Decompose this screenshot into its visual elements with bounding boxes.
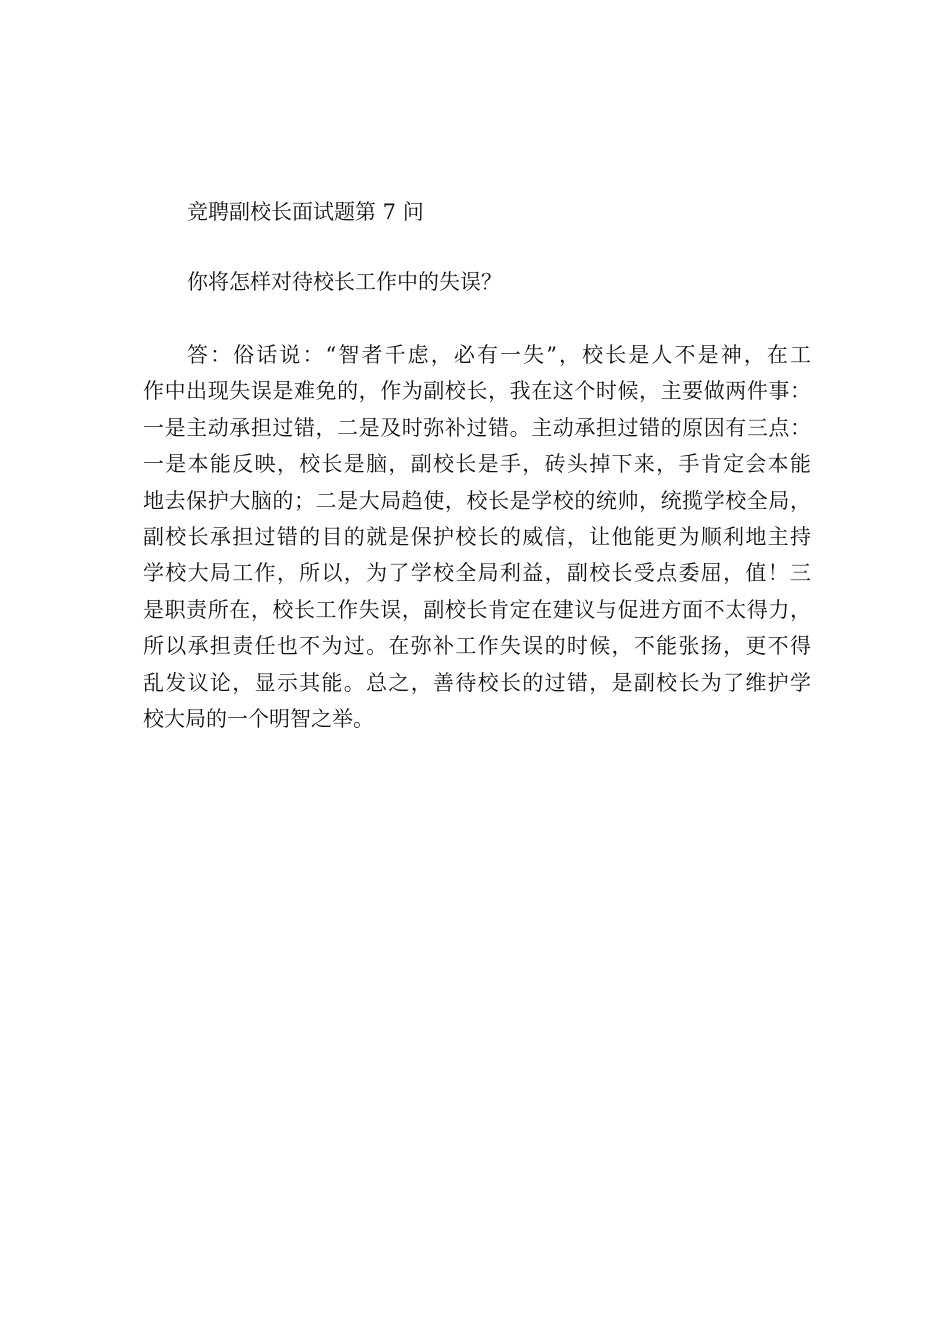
answer-line: 学校大局工作，所以，为了学校全局利益，副校长受点委屈，值！三 xyxy=(143,561,811,586)
answer-line: 是职责所在，校长工作失误，副校长肯定在建议与促进方面不太得力， xyxy=(143,597,811,622)
answer-paragraph xyxy=(143,337,811,737)
answer-line: 副校长承担过错的目的就是保护校长的威信，让他能更为顺利地主持 xyxy=(143,525,811,550)
answer-line: 所以承担责任也不为过。在弥补工作失误的时候，不能张扬，更不得 xyxy=(143,634,811,659)
document-title: 竞聘副校长面试题第 7 问 xyxy=(187,200,424,224)
answer-line: 地去保护大脑的；二是大局趋使，校长是学校的统帅，统揽学校全局， xyxy=(143,488,811,513)
answer-line: 答：俗话说：“智者千虑，必有一失”，校长是人不是神，在工 xyxy=(187,343,811,367)
answer-line: 校大局的一个明智之举。 xyxy=(143,707,374,732)
answer-line: 乱发议论，显示其能。总之，善待校长的过错，是副校长为了维护学 xyxy=(143,670,811,695)
answer-line: 作中出现失误是难免的，作为副校长，我在这个时候，主要做两件事： xyxy=(143,379,811,404)
question-text: 你将怎样对待校长工作中的失误？ xyxy=(187,270,502,294)
answer-line: 一是本能反映，校长是脑，副校长是手，砖头掉下来，手肯定会本能 xyxy=(143,452,811,477)
answer-line: 一是主动承担过错，二是及时弥补过错。主动承担过错的原因有三点： xyxy=(143,415,811,440)
